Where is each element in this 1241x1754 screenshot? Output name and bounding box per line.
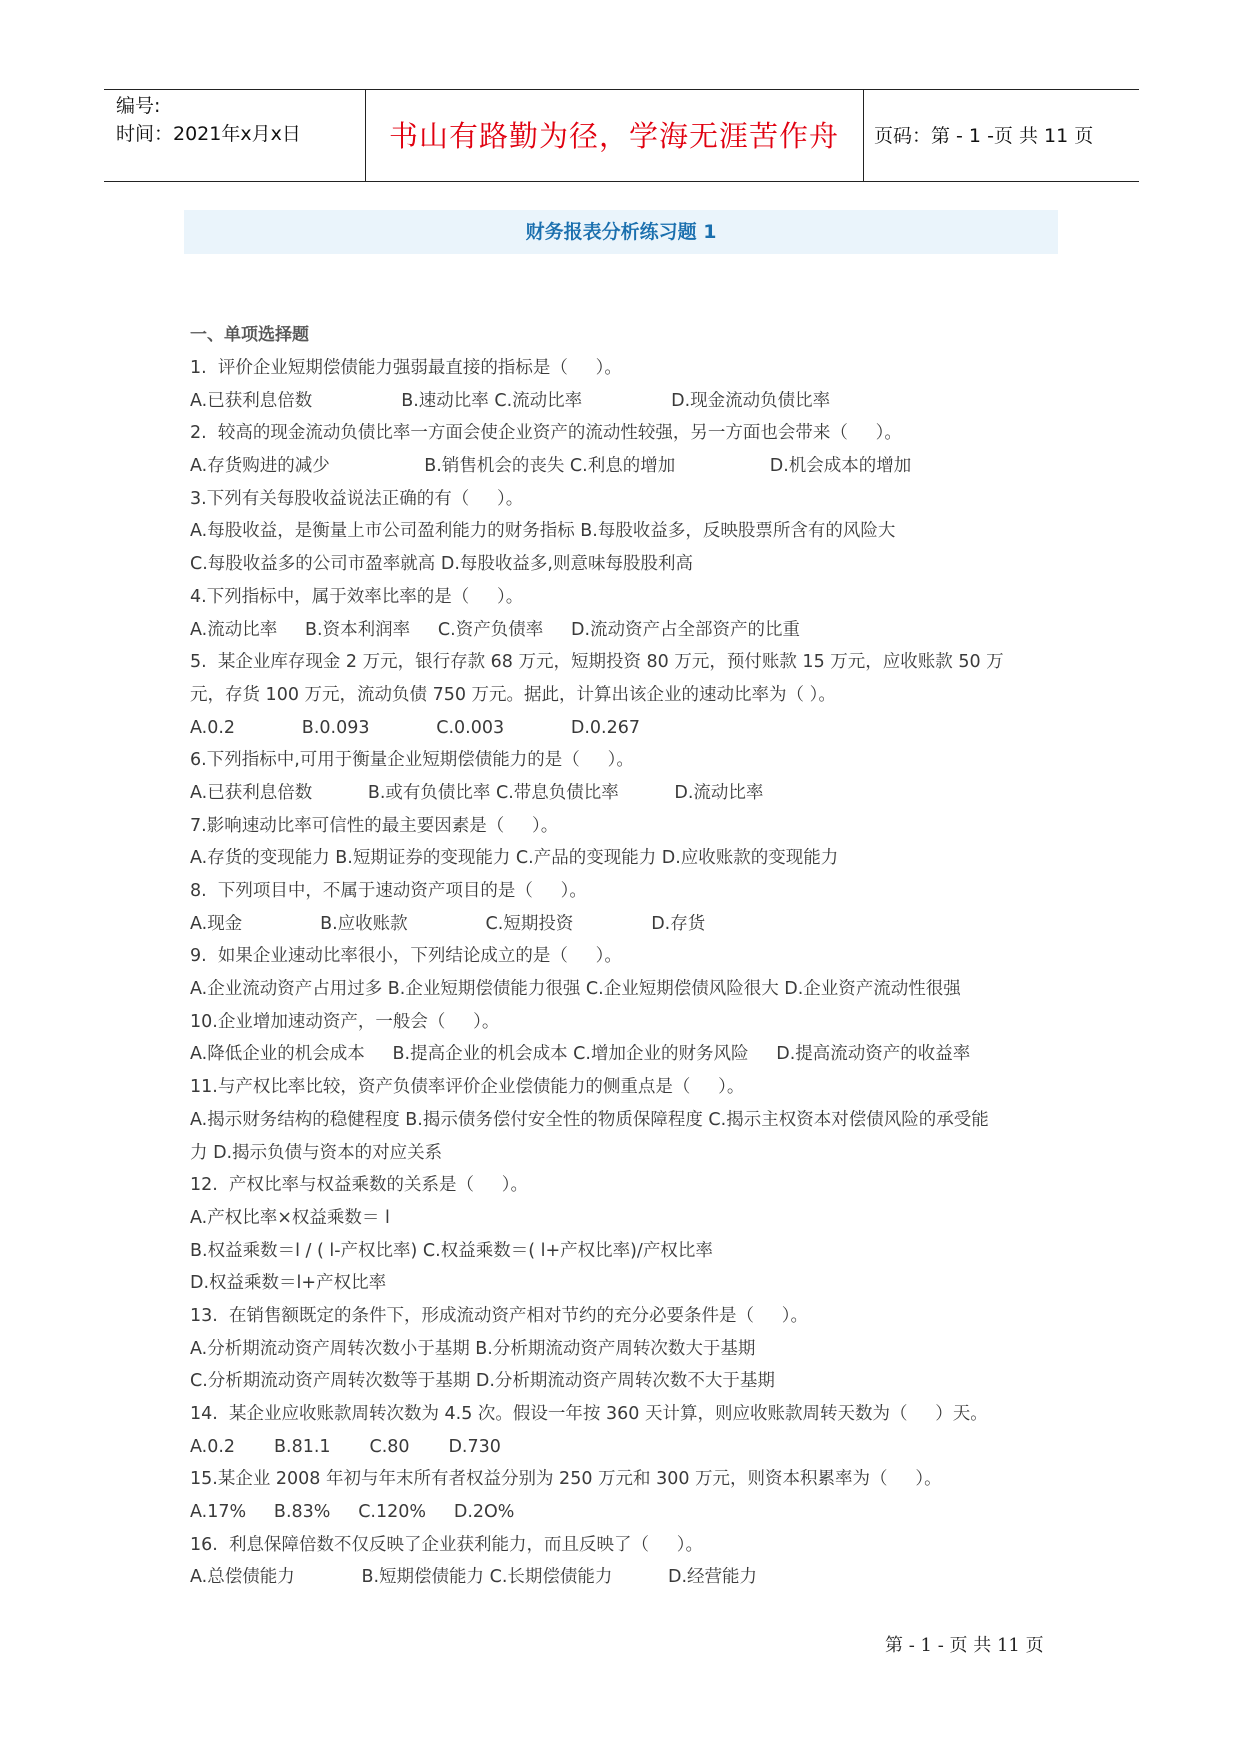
text-line: 14. 某企业应收账款周转次数为 4.5 次。假设一年按 360 天计算，则应收账款周转天数为（ ）天。 xyxy=(190,1404,988,1424)
question-list xyxy=(190,352,1070,1594)
document-title: 财务报表分析练习题 1 xyxy=(184,210,1058,254)
header-meta xyxy=(116,92,301,148)
text-line: A.已获利息倍数 B.或有负债比率 C.带息负债比率 D.流动比率 xyxy=(190,782,764,803)
text-line: 16. 利息保障倍数不仅反映了企业获利能力，而且反映了（ ）。 xyxy=(190,1534,704,1555)
page-header xyxy=(104,89,1139,182)
text-line: C.分析期流动资产周转次数等于基期 D.分析期流动资产周转次数不大于基期 xyxy=(190,1371,775,1392)
text-line: 10.企业增加速动资产，一般会（ ）。 xyxy=(190,1011,500,1032)
text-line: 5. 某企业库存现金 2 万元，银行存款 68 万元，短期投资 80 万元，预付账款 15 万元，应收账款 50 万 xyxy=(190,652,1004,673)
text-line: B.权益乘数＝l / ( l-产权比率) C.权益乘数＝( l+产权比率)/产权比率 xyxy=(190,1240,713,1261)
number-label: 编号: xyxy=(116,95,161,117)
text-line: 力 D.揭示负债与资本的对应关系 xyxy=(190,1142,443,1163)
text-line: A.现金 B.应收账款 C.短期投资 D.存货 xyxy=(190,913,706,934)
text-line: 13. 在销售额既定的条件下，形成流动资产相对节约的充分必要条件是（ ）。 xyxy=(190,1305,809,1326)
text-line: 6.下列指标中,可用于衡量企业短期偿债能力的是（ ）。 xyxy=(190,750,634,771)
text-line: 元，存货 100 万元，流动负债 750 万元。据此，计算出该企业的速动比率为（ ）。 xyxy=(190,684,836,705)
text-line: 2. 较高的现金流动负债比率一方面会使企业资产的流动性较强，另一方面也会带来（ ）。 xyxy=(190,423,902,444)
header-divider-left xyxy=(365,90,366,182)
text-line: A.分析期流动资产周转次数小于基期 B.分析期流动资产周转次数大于基期 xyxy=(190,1338,756,1359)
header-divider-right xyxy=(863,90,864,182)
text-line: A.降低企业的机会成本 B.提高企业的机会成本 C.增加企业的财务风险 D.提高流动资产的收益率 xyxy=(190,1044,971,1065)
header-page-info: 页码：第 - 1 -页 共 11 页 xyxy=(874,125,1094,147)
text-line: A.总偿债能力 B.短期偿债能力 C.长期偿债能力 D.经营能力 xyxy=(190,1567,758,1588)
text-line: A.存货的变现能力 B.短期证券的变现能力 C.产品的变现能力 D.应收账款的变现能力 xyxy=(190,848,839,869)
text-line: A.每股收益，是衡量上市公司盈利能力的财务指标 B.每股收益多，反映股票所含有的风险大 xyxy=(190,521,896,542)
text-line: 9. 如果企业速动比率很小，下列结论成立的是（ ）。 xyxy=(190,946,622,967)
text-line: A.揭示财务结构的稳健程度 B.揭示债务偿付安全性的物质保障程度 C.揭示主权资本对偿债风险的承受能 xyxy=(190,1109,989,1130)
text-line: A.0.2 B.81.1 C.80 D.730 xyxy=(190,1436,501,1457)
text-line: A.产权比率×权益乘数＝ l xyxy=(190,1207,390,1228)
text-line: 15.某企业 2008 年初与年末所有者权益分别为 250 万元和 300 万元，则资本积累率为（ ）。 xyxy=(190,1469,942,1490)
document-body xyxy=(190,319,1070,1594)
section-title: 一、单项选择题 xyxy=(190,325,309,345)
text-line: 1. 评价企业短期偿债能力强弱最直接的指标是（ ）。 xyxy=(190,358,622,378)
text-line: 7.影响速动比率可信性的最主要因素是（ ）。 xyxy=(190,815,559,836)
text-line: A.17% B.83% C.120% D.2O% xyxy=(190,1502,515,1523)
text-line: A.0.2 B.0.093 C.0.003 D.0.267 xyxy=(190,717,641,738)
text-line: 4.下列指标中，属于效率比率的是（ ）。 xyxy=(190,586,524,607)
text-line: C.每股收益多的公司市盈率就高 D.每股收益多,则意味每股股利高 xyxy=(190,554,693,575)
text-line: D.权益乘数＝l+产权比率 xyxy=(190,1273,387,1294)
page-footer: 第 - 1 - 页 共 11 页 xyxy=(885,1635,1044,1656)
text-line: A.企业流动资产占用过多 B.企业短期偿债能力很强 C.企业短期偿债风险很大 D.企业资产流动性很强 xyxy=(190,979,961,1000)
header-motto: 书山有路勤为径，学海无涯苦作舟 xyxy=(388,119,839,153)
text-line: A.流动比率 B.资本利润率 C.资产负债率 D.流动资产占全部资产的比重 xyxy=(190,619,801,640)
text-line: 8. 下列项目中，不属于速动资产项目的是（ ）。 xyxy=(190,881,587,901)
text-line: A.存货购进的减少 B.销售机会的丧失 C.利息的增加 D.机会成本的增加 xyxy=(190,456,912,477)
time-label: 时间：2021年x月x日 xyxy=(116,123,301,145)
text-line: 11.与产权比率比较，资产负债率评价企业偿债能力的侧重点是（ ）。 xyxy=(190,1077,745,1098)
text-line: 3.下列有关每股收益说法正确的有（ ）。 xyxy=(190,488,524,509)
text-line: A.已获利息倍数 B.速动比率 C.流动比率 D.现金流动负债比率 xyxy=(190,390,831,411)
text-line: 12. 产权比率与权益乘数的关系是（ ）。 xyxy=(190,1175,529,1196)
